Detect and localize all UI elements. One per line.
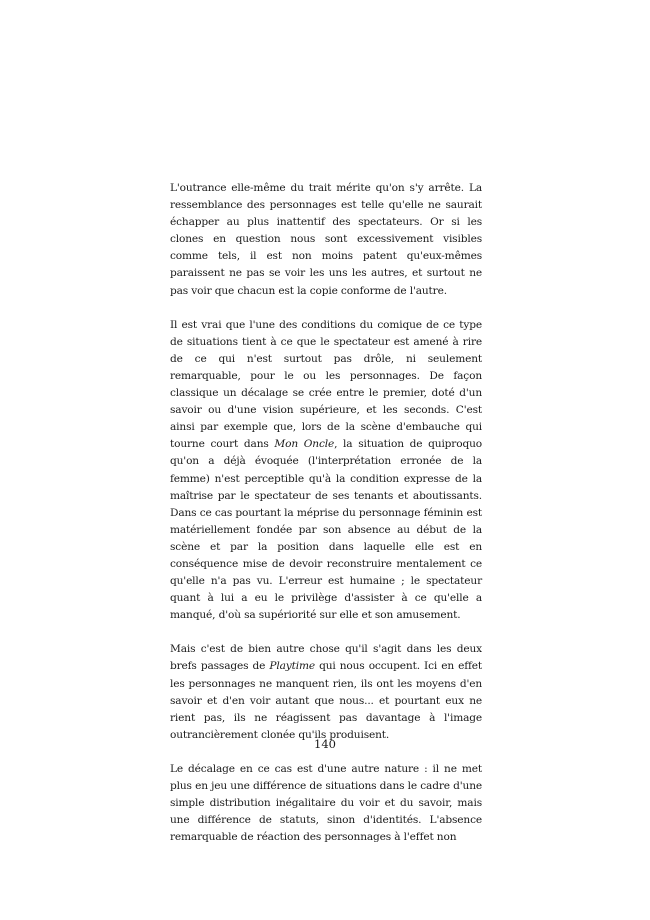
paragraph-2-text-a: Il est vrai que l'une des conditions du comique de ce type de situations tient à ce que le spectateur est amené à rire de ce qui n'est surtout pas drôle, ni seulement remarquable, pour le ou les personnages. De façon classique un décalage se crée entre le premier, doté d'un savoir ou d'une vision supérieure, et les seconds. C'est ainsi par exemple que, lors de la scène d'embauche qui tourne court dans bbox=[170, 318, 482, 451]
paragraph-3 bbox=[170, 641, 482, 744]
paragraph-3-text-b: qui nous occupent. Ici en effet les personnages ne manquent rien, ils ont les moyens d'en savoir et d'en voir autant que nous... et pourtant eux ne rient pas, ils ne réagissent pas davantage à l'image outrancièrement clonée qu'ils produisent. bbox=[170, 660, 482, 741]
paragraph-1 bbox=[170, 180, 482, 300]
paragraph-4-text: Le décalage en ce cas est d'une autre nature : il ne met plus en jeu une différence de situations dans le cadre d'une simple distribution inégalitaire du voir et du savoir, mais une différence de statuts, sinon d'identités. L'absence remarquable de réaction des personnages à l'effet non bbox=[170, 762, 482, 844]
paragraph-1-text: L'outrance elle-même du trait mérite qu'on s'y arrête. La ressemblance des personnages est telle qu'elle ne saurait échapper au plus inattentif des spectateurs. Or si les clones en question nous sont excessivement visibles comme tels, il est non moins patent qu'eux-mêmes paraissent ne pas se voir les uns les autres, et surtout ne pas voir que chacun est la copie conforme de l'autre. bbox=[170, 182, 482, 297]
paragraph-2-text-b: , la situation de quiproquo qu'on a déjà évoquée (l'interprétation erronée de la femme) n'est perceptible qu'à la condition expresse de la maîtrise par le spectateur de ses tenants et aboutissants. Dans ce cas pourtant la méprise du personnage féminin est matériellement fondée par son absence au début de la scène et par la position dans laquelle elle est en conséquence mise de devoir reconstruire mentalement ce qu'elle n'a pas vu. L'erreur est humaine ; le spectateur quant à lui a eu le privilège d'assister à ce qu'elle a manqué, d'où sa supériorité sur elle et son amusement. bbox=[170, 438, 482, 622]
film-title-mon-oncle: Mon Oncle bbox=[274, 438, 335, 451]
page-number: 140 bbox=[314, 737, 336, 751]
body-text bbox=[170, 180, 482, 863]
film-title-playtime: Playtime bbox=[269, 660, 315, 673]
paragraph-3-text-a: Mais c'est de bien autre chose qu'il s'agit dans les deux brefs passages de bbox=[170, 643, 482, 673]
paragraph-2 bbox=[170, 317, 482, 625]
paragraph-4 bbox=[170, 761, 482, 846]
